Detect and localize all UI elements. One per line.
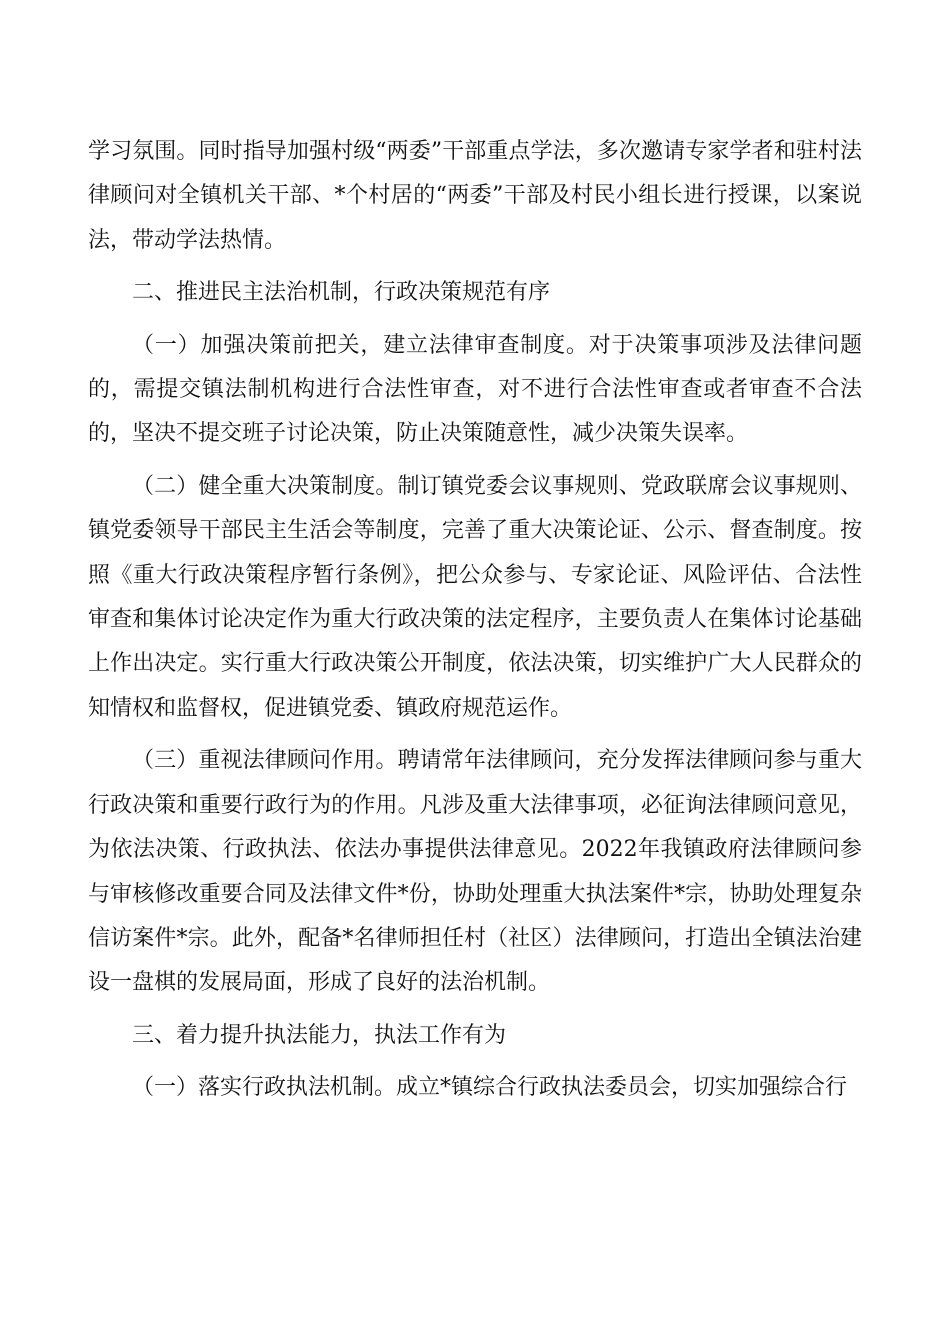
document-body [88,130,862,1111]
paragraph-continuation: 学习氛围。同时指导加强村级“两委”干部重点学法，多次邀请专家学者和驻村法律顾问对全镇机关干部、*个村居的“两委”干部及村民小组长进行授课，以案说法，带动学法热情。 [88,139,862,253]
section-heading-2: 二、推进民主法治机制，行政决策规范有序 [132,280,551,306]
section-heading-3: 三、着力提升执法能力，执法工作有为 [132,1022,507,1048]
paragraph-decision-review: （一）加强决策前把关，建立法律审查制度。对于决策事项涉及法律问题的，需提交镇法制机构进行合法性审查，对不进行合法性审查或者审查不合法的，坚决不提交班子讨论决策，防止决策随意性，减少决策失误率。 [88,332,862,447]
paragraph-enforcement-mechanism: （一）落实行政执法机制。成立*镇综合行政执法委员会，切实加强综合行 [132,1075,848,1101]
paragraph-major-decision-system: （二）健全重大决策制度。制订镇党委会议事规则、党政联席会议事规则、镇党委领导干部民主生活会等制度，完善了重大决策论证、公示、督查制度。按照《重大行政决策程序暂行条例》，把公众参与、专家论证、风险评估、合法性审查和集体讨论决定作为重大行政决策的法定程序，主要负责人在集体讨论基础上作出决定。实行重大行政决策公开制度，依法决策，切实维护广大人民群众的知情权和监督权，促进镇党委、镇政府规范运作。 [88,473,862,721]
paragraph-legal-advisor: （三）重视法律顾问作用。聘请常年法律顾问，充分发挥法律顾问参与重大行政决策和重要行政行为的作用。凡涉及重大法律事项，必征询法律顾问意见，为依法决策、行政执法、依法办事提供法律意见。2022年我镇政府法律顾问参与审核修改重要合同及法律文件*份，协助处理重大执法案件*宗，协助处理复杂信访案件*宗。此外，配备*名律师担任村（社区）法律顾问，打造出全镇法治建设一盘棋的发展局面，形成了良好的法治机制。 [88,748,862,996]
